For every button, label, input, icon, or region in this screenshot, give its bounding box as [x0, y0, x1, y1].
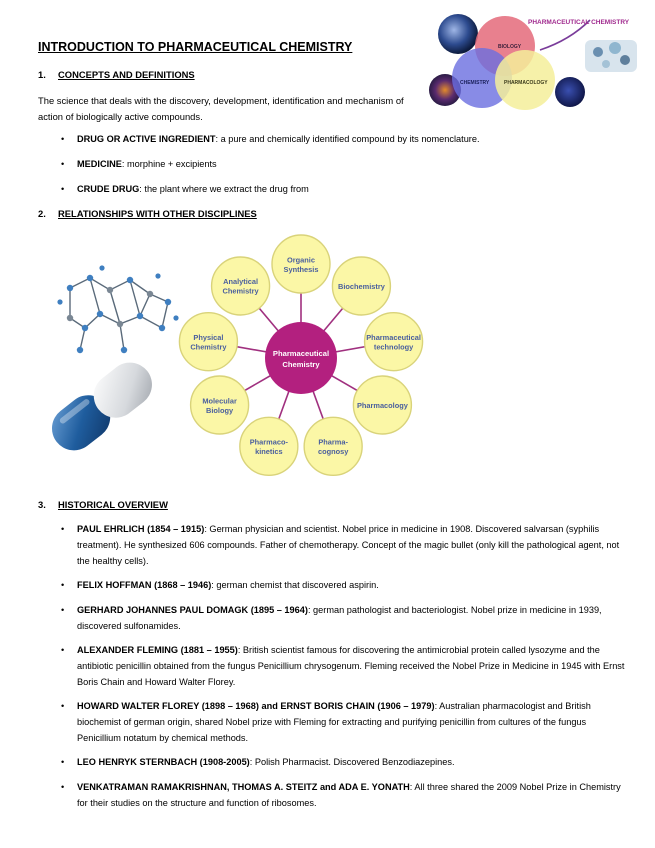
header-venn-image [420, 10, 645, 112]
svg-text:BIOLOGY: BIOLOGY [498, 44, 522, 50]
section-heading-relationships: 2. RELATIONSHIPS WITH OTHER DISCIPLINES [38, 208, 257, 219]
diagram-node [212, 257, 270, 315]
diagram-node-label: Analytical [223, 277, 259, 287]
diagram-node [179, 313, 237, 371]
diagram-node-label: technology [373, 342, 414, 352]
diagram-node-label: Pharmaco- [249, 437, 288, 447]
svg-text:CHEMISTRY: CHEMISTRY [460, 80, 490, 86]
diagram-node-label: Synthesis [283, 264, 319, 274]
diagram-node-label: Organic [287, 255, 315, 265]
diagram-node-label: kinetics [255, 447, 283, 457]
diagram-node-label: Pharma- [318, 437, 348, 447]
diagram-node [304, 417, 362, 475]
svg-text:Pharmaceutical: Pharmaceutical [272, 349, 330, 358]
diagram-node-label: Biology [206, 405, 234, 415]
diagram-node [332, 257, 390, 315]
diagram-node [353, 376, 411, 434]
svg-text:PHARMACOLOGY: PHARMACOLOGY [504, 80, 548, 86]
svg-text:Chemistry: Chemistry [282, 360, 320, 369]
page-title: INTRODUCTION TO PHARMACEUTICAL CHEMISTRY [38, 40, 353, 54]
section-heading-concepts: 1. CONCEPTS AND DEFINITIONS [38, 69, 195, 80]
section-heading-history: 3. HISTORICAL OVERVIEW [38, 499, 168, 510]
molecule-image [585, 40, 637, 72]
definition-paragraph: The science that deals with the discovery, development, identification and mechanism of action of biologically active compounds. [38, 95, 404, 122]
center-node [265, 322, 337, 394]
diagram-node [365, 313, 423, 371]
diagram-node-label: Chemistry [222, 286, 259, 296]
header-image-label: PHARMACEUTICAL CHEMISTRY [528, 19, 630, 26]
diagram-node-label: Biochemistry [338, 281, 385, 291]
relationships-diagram [178, 226, 434, 480]
diagram-node-label: Pharmaceutical [366, 332, 421, 342]
center-circle [265, 322, 337, 394]
diagram-node [272, 235, 330, 293]
diagram-node [240, 417, 298, 475]
diagram-node-label: Chemistry [190, 342, 227, 352]
diagram-node-label: Pharmacology [356, 401, 408, 410]
planet-top-left-icon [438, 14, 478, 54]
planet-bottom-right-icon [555, 77, 585, 107]
capsule-icon [43, 354, 161, 458]
diagram-node [191, 376, 249, 434]
diagram-node-label: Molecular [202, 396, 237, 406]
diagram-node-label: Physical [193, 332, 224, 342]
molecule-atoms [57, 265, 178, 353]
diagram-node-label: cognosy [317, 447, 349, 457]
capsule-molecule-image [40, 258, 190, 458]
